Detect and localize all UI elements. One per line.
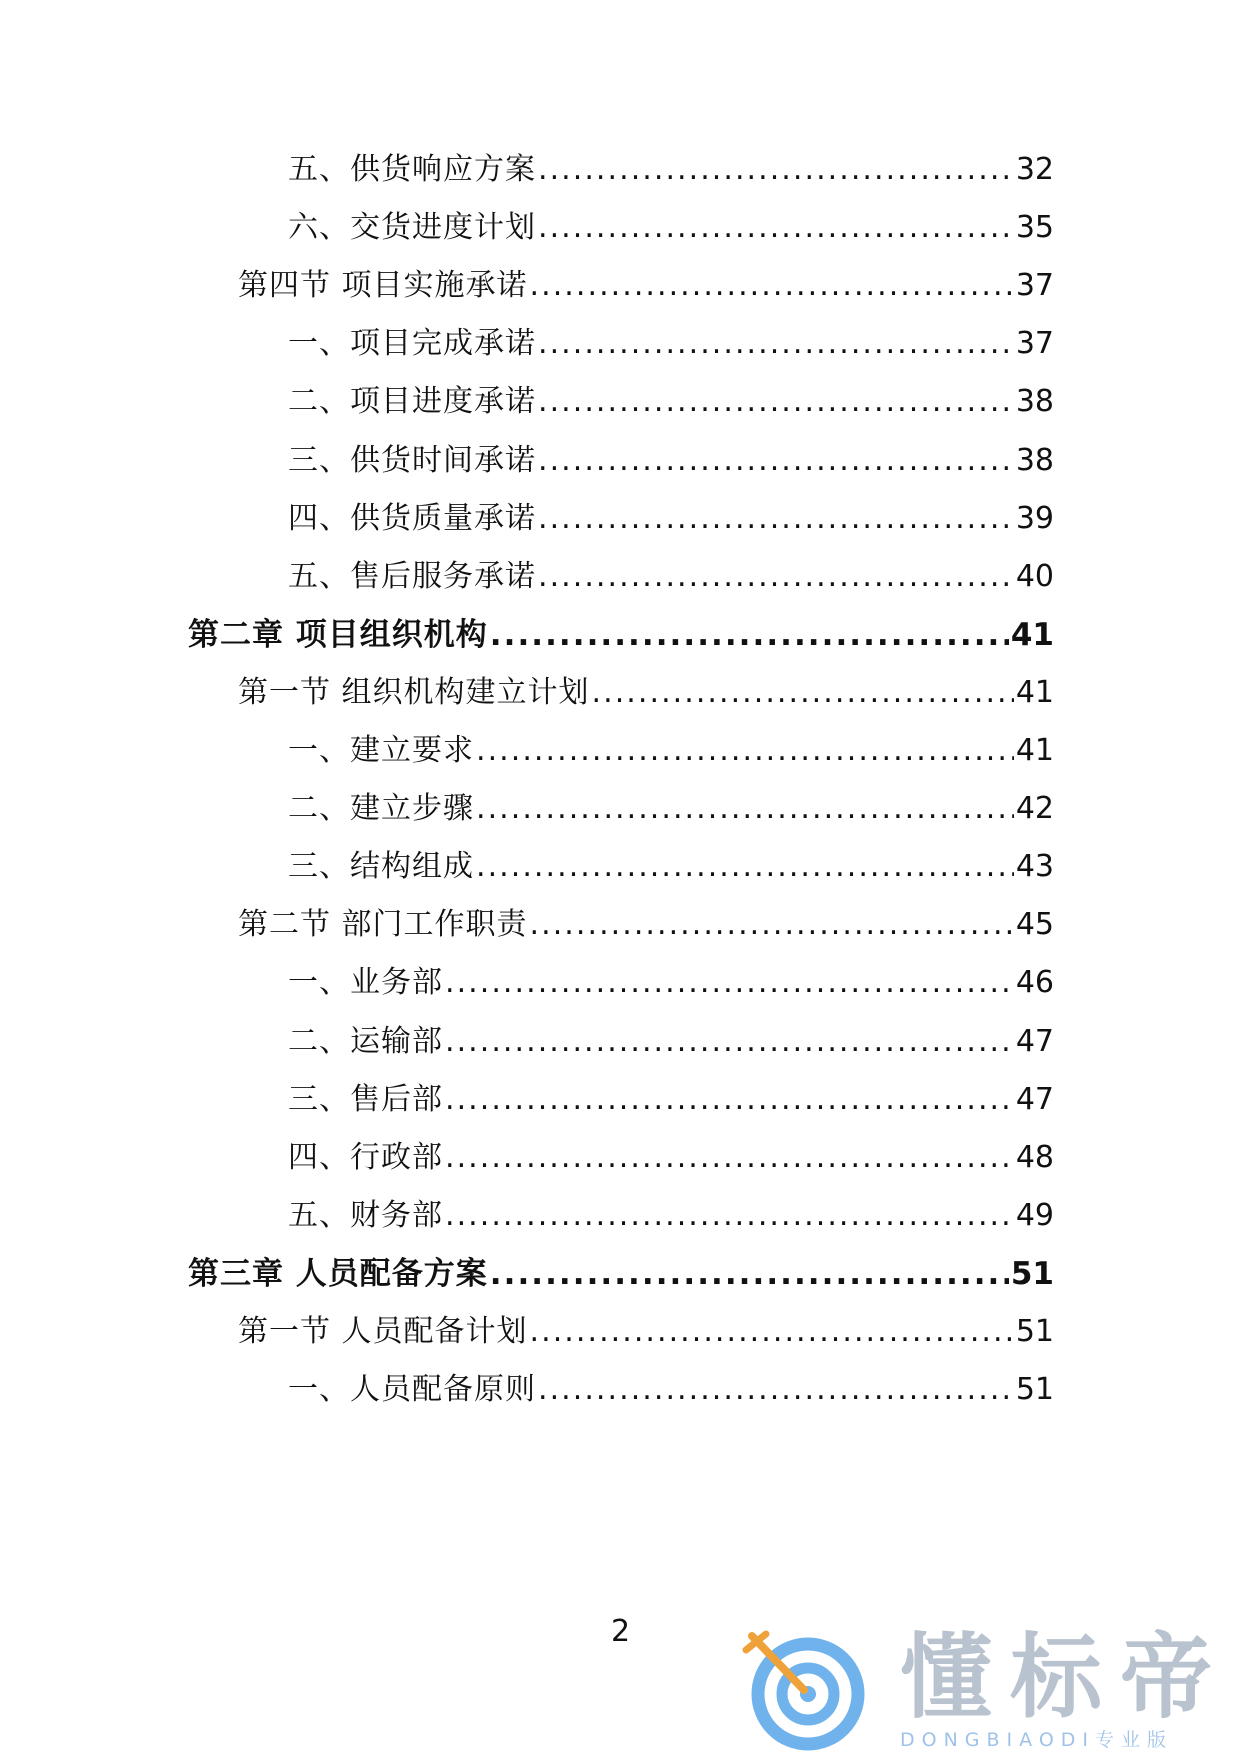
toc-entry-title: 六、交货进度计划 [288, 210, 536, 245]
toc-entry-page: 41 [1010, 617, 1054, 653]
toc-entry-page: 41 [1015, 733, 1054, 768]
toc-entry[interactable] [288, 441, 1054, 481]
toc-dot-leader [445, 1196, 1014, 1236]
toc-entry-title: 三、供货时间承诺 [288, 443, 536, 478]
toc-dot-leader [445, 1138, 1014, 1178]
toc-entry[interactable] [238, 673, 1054, 713]
toc-entry-title: 第一节 人员配备计划 [238, 1314, 528, 1349]
toc-entry-title: 四、行政部 [288, 1140, 443, 1175]
toc-entry[interactable] [288, 557, 1054, 597]
toc-entry-page: 48 [1015, 1140, 1054, 1175]
toc-entry-title: 五、财务部 [288, 1198, 443, 1233]
toc-entry[interactable] [288, 963, 1054, 1003]
toc-entry-page: 37 [1015, 326, 1054, 361]
toc-dot-leader [445, 1080, 1014, 1120]
toc-entry-page: 49 [1015, 1198, 1054, 1233]
toc-entry-page: 41 [1015, 675, 1054, 710]
toc-entry-title: 一、建立要求 [288, 733, 474, 768]
toc-dot-leader [476, 847, 1014, 887]
toc-entry[interactable] [188, 615, 1054, 655]
toc-entry-title: 第三章 人员配备方案 [188, 1256, 488, 1292]
toc-entry-page: 32 [1015, 152, 1054, 187]
toc-entry-page: 37 [1015, 268, 1054, 303]
toc-entry-page: 40 [1015, 559, 1054, 594]
toc-entry-page: 47 [1015, 1024, 1054, 1059]
toc-entry-page: 51 [1015, 1314, 1054, 1349]
toc-dot-leader [538, 208, 1014, 248]
toc-dot-leader [592, 673, 1014, 713]
toc-entry-title: 三、售后部 [288, 1082, 443, 1117]
toc-entry-title: 二、运输部 [288, 1024, 443, 1059]
toc-entry[interactable] [288, 731, 1054, 771]
toc-entry[interactable] [288, 324, 1054, 364]
toc-entry[interactable] [238, 266, 1054, 306]
toc-dot-leader [538, 150, 1014, 190]
toc-dot-leader [538, 382, 1014, 422]
toc-entry[interactable] [288, 150, 1054, 190]
toc-dot-leader [538, 499, 1014, 539]
toc-dot-leader [530, 1312, 1014, 1352]
toc-dot-leader [538, 557, 1014, 597]
toc-entry-title: 一、项目完成承诺 [288, 326, 536, 361]
toc-entry[interactable] [288, 382, 1054, 422]
toc-entry-title: 一、人员配备原则 [288, 1372, 536, 1407]
toc-dot-leader [538, 324, 1014, 364]
toc-entry[interactable] [288, 847, 1054, 887]
toc-entry-page: 46 [1015, 965, 1054, 1000]
toc-dot-leader [530, 266, 1014, 306]
toc-entry-title: 三、结构组成 [288, 849, 474, 884]
toc-entry-page: 45 [1015, 907, 1054, 942]
toc-entry-page: 38 [1015, 443, 1054, 478]
toc-entry-title: 第四节 项目实施承诺 [238, 268, 528, 303]
toc-dot-leader [538, 1370, 1014, 1410]
toc-entry[interactable] [188, 1254, 1054, 1294]
toc-entry-title: 第二节 部门工作职责 [238, 907, 528, 942]
toc-dot-leader [445, 1022, 1014, 1062]
toc-entry-page: 51 [1010, 1256, 1054, 1292]
toc-entry-page: 38 [1015, 384, 1054, 419]
toc-entry-title: 二、项目进度承诺 [288, 384, 536, 419]
toc-entry-page: 51 [1015, 1372, 1054, 1407]
toc-entry-page: 47 [1015, 1082, 1054, 1117]
toc-entry[interactable] [288, 1196, 1054, 1236]
toc-entry-title: 一、业务部 [288, 965, 443, 1000]
toc-dot-leader [490, 1254, 1009, 1294]
toc-entry[interactable] [288, 1138, 1054, 1178]
watermark-brand: 懂标帝 [900, 1624, 1231, 1731]
toc-entry[interactable] [288, 499, 1054, 539]
toc-entry-page: 39 [1015, 501, 1054, 536]
toc-entry-title: 第一节 组织机构建立计划 [238, 675, 590, 710]
toc-dot-leader [476, 731, 1014, 771]
toc-entry[interactable] [288, 789, 1054, 829]
target-arrow-icon [740, 1628, 890, 1754]
toc-entry-title: 四、供货质量承诺 [288, 501, 536, 536]
toc-entry-page: 42 [1015, 791, 1054, 826]
toc-entry[interactable] [238, 905, 1054, 945]
toc-entry[interactable] [288, 208, 1054, 248]
toc-entry[interactable] [238, 1312, 1054, 1352]
toc-dot-leader [530, 905, 1014, 945]
page-number: 2 [610, 1614, 631, 1649]
toc-entry-page: 43 [1015, 849, 1054, 884]
toc-entry[interactable] [288, 1370, 1054, 1410]
toc-dot-leader [476, 789, 1014, 829]
toc-entry-title: 第二章 项目组织机构 [188, 617, 488, 653]
toc-entry-title: 二、建立步骤 [288, 791, 474, 826]
toc-dot-leader [490, 615, 1009, 655]
toc-entry[interactable] [288, 1080, 1054, 1120]
toc-entry-title: 五、供货响应方案 [288, 152, 536, 187]
toc-entry-page: 35 [1015, 210, 1054, 245]
toc-dot-leader [445, 963, 1014, 1003]
toc-entry-title: 五、售后服务承诺 [288, 559, 536, 594]
toc-dot-leader [538, 441, 1014, 481]
watermark-subtitle: DONGBIAODI专业版 [900, 1729, 1174, 1751]
toc-entry[interactable] [288, 1022, 1054, 1062]
watermark-logo [740, 1624, 1240, 1754]
